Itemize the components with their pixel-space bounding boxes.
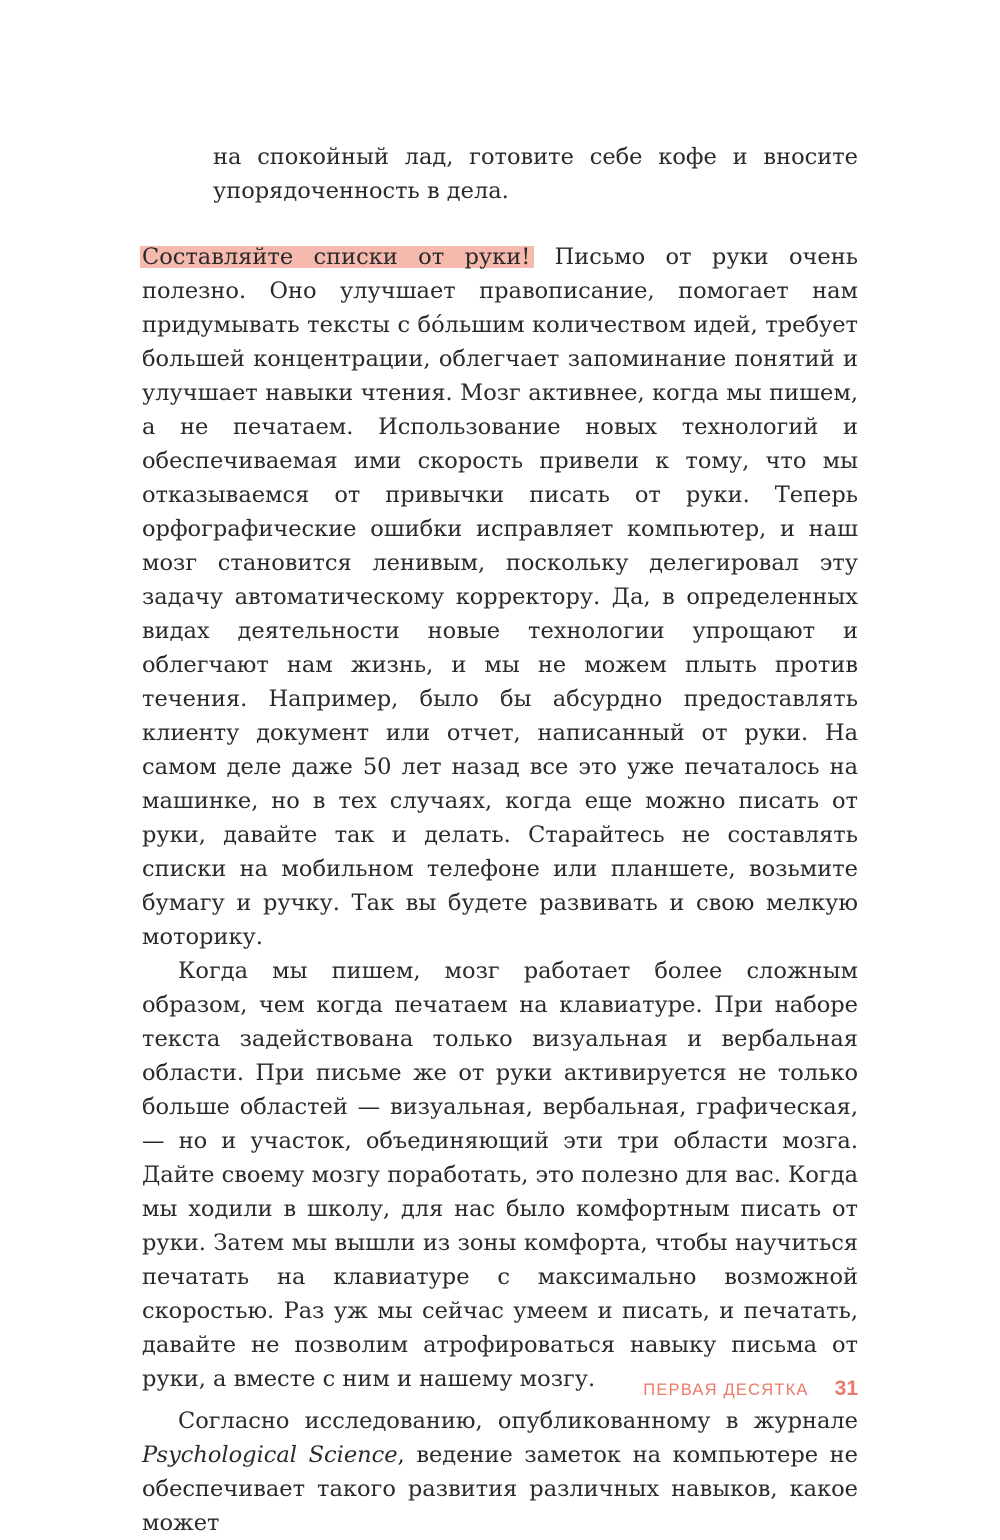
paragraph-3-before: Согласно исследованию, опубликованному в журнале [178,1408,858,1434]
paragraph-1-text: Письмо от руки очень полезно. Оно улучшает правописание, помогает нам придумывать тексты с бóльшим количеством идей, требует большей концентрации, облегчает запоминание понятий и улучшает навыки чтения. Мозг активнее, когда мы пишем, а не печатаем. Использование новых технологий и обеспечиваемая ими скорость привели к тому, что мы отказываемся от привычки писать от руки. Теперь орфографические ошибки исправляет компьютер, и наш мозг становится ленивым, поскольку делегировал эту задачу автоматическому корректору. Да, в определенных видах деятельности новые технологии упрощают и облегчают нам жизнь, и мы не можем плыть против течения. Например, было бы абсурдно предоставлять клиенту документ или отчет, написанный от руки. На самом деле даже 50 лет назад все это уже печаталось на машинке, но в тех случаях, когда еще можно писать от руки, давайте так и делать. Старайтесь не составлять списки на мобильном телефоне или планшете, возьмите бумагу и ручку. Так вы будете развивать и свою мелкую моторику. [142,244,858,950]
paragraph-brain: Когда мы пишем, мозг работает более сложным образом, чем когда печатаем на клавиатуре. При наборе текста задействована только визуальная и вербальная области. При письме же от руки активируется не только больше областей — визуальная, вербальная, графическая, — но и участок, объединяющий эти три области мозга. Дайте своему мозгу поработать, это полезно для вас. Когда мы ходили в школу, для нас было комфортным писать от руки. Затем мы вышли из зоны комфорта, чтобы научиться печатать на клавиатуре с максимально возможной скоростью. Раз уж мы сейчас умеем и писать, и печатать, давайте не позволим атрофироваться навыку письма от руки, а вместе с ним и нашему мозгу. [142,958,858,1392]
paragraph-3-after: , ведение заметок на компьютере не обеспечивает такого развития различных навыков, какое может [142,1442,858,1536]
journal-title: Psychological Science [142,1442,398,1468]
page-number: 31 [834,1377,858,1400]
intro-paragraph [213,140,858,208]
running-head: ПЕРВАЯ ДЕСЯТКА [643,1381,809,1399]
intro-text: на спокойный лад, готовите себе кофе и вносите упорядоченность в дела. [213,144,858,204]
paragraph-handwriting [142,240,858,954]
main-text [142,240,858,1540]
paragraph-research [142,1404,858,1540]
page-footer [643,1377,858,1401]
highlighted-phrase: Составляйте списки от руки! [140,244,534,270]
